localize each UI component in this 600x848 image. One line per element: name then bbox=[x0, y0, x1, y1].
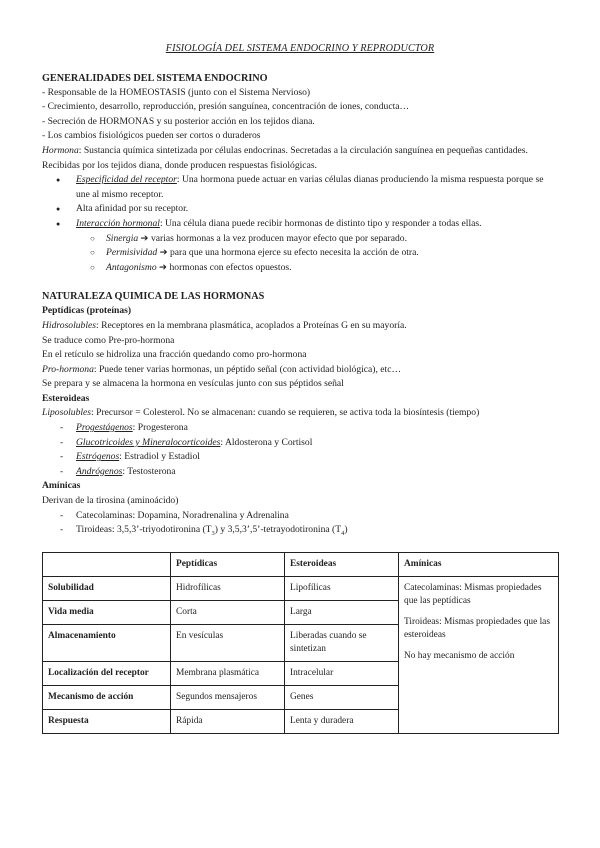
list-item bbox=[42, 523, 558, 538]
list-item bbox=[42, 421, 558, 436]
gen-line-1: - Responsable de la HOMEOSTASIS (junto con el Sistema Nervioso) bbox=[42, 86, 311, 98]
table-cell: Liberadas cuando se sintetizan bbox=[285, 624, 399, 661]
row-label: Mecanismo de acción bbox=[43, 685, 171, 709]
document-title: FISIOLOGÍA DEL SISTEMA ENDOCRINO Y REPRODUCTOR bbox=[165, 43, 435, 54]
list-item bbox=[42, 173, 558, 202]
list-item bbox=[42, 217, 558, 232]
liposolubles-text: : Precursor = Colesterol. No se almacenan: cuando se requieren, se activa toda la biosíntesis (tiempo) bbox=[91, 407, 480, 419]
sinergia-term: Sinergia bbox=[106, 232, 139, 244]
hormone-properties-list bbox=[42, 173, 558, 231]
afinidad-text: Alta afinidad por su receptor. bbox=[76, 203, 189, 215]
table-header bbox=[43, 552, 171, 576]
heading-naturaleza: NATURALEZA QUIMICA DE LAS HORMONAS bbox=[42, 291, 265, 303]
table-header: Esteroideas bbox=[285, 552, 399, 576]
interaction-types-list bbox=[42, 232, 558, 276]
hormona-def-text: : Sustancia química sintetizada por células endocrinas. Secretadas a la circulación sanguínea en pequeñas cantidades. Recibidas por los tejidos diana, donde producen respuestas fisiológicas. bbox=[42, 144, 528, 171]
aminicas-note: Tiroideas: Mismas propiedades que las esteroideas bbox=[404, 616, 550, 640]
heading-aminicas: Amínicas bbox=[42, 480, 81, 492]
aminicas-line-1: Derivan de la tirosina (aminoácido) bbox=[42, 495, 179, 507]
aminicas-list bbox=[42, 509, 558, 538]
subscript: 4 bbox=[341, 530, 345, 538]
table-cell: Larga bbox=[285, 600, 399, 624]
table-cell: Hidrofílicas bbox=[171, 576, 285, 600]
row-label: Vida media bbox=[43, 600, 171, 624]
item-term: Progestágenos bbox=[76, 422, 133, 434]
table-header-row bbox=[43, 552, 559, 576]
list-item bbox=[42, 465, 558, 480]
hidrosolubles-line bbox=[42, 319, 558, 334]
gen-line-3: - Secreción de HORMONAS y su posterior acción en los tejidos diana. bbox=[42, 115, 315, 127]
tiroideas-text-a: Tiroideas: 3,5,3’-triyodotironina (T bbox=[76, 524, 212, 536]
peptidicas-line-2: Se traduce como Pre-pro-hormona bbox=[42, 334, 175, 346]
table-cell: En vesículas bbox=[171, 624, 285, 661]
interaccion-text: : Una célula diana puede recibir hormonas de distinto tipo y responder a todas ellas. bbox=[159, 217, 482, 229]
heading-esteroideas: Esteroideas bbox=[42, 392, 90, 404]
peptidicas-line-5: Se prepara y se almacena la hormona en vesículas junto con sus péptidos señal bbox=[42, 378, 344, 390]
row-label: Solubilidad bbox=[43, 576, 171, 600]
aminicas-note: Catecolaminas: Mismas propiedades que las peptídicas bbox=[404, 582, 542, 606]
subscript: 3 bbox=[211, 530, 215, 538]
sinergia-text: ➔ varias hormonas a la vez producen mayor efecto que por separado. bbox=[138, 232, 407, 244]
aminicas-note: No hay mecanismo de acción bbox=[404, 650, 515, 661]
table-cell: Membrana plasmática bbox=[171, 661, 285, 685]
antagonismo-term: Antagonismo bbox=[106, 261, 157, 273]
esteroideas-list bbox=[42, 421, 558, 479]
item-term: Glucotricoides y Mineralocorticoides bbox=[76, 436, 221, 448]
hidrosolubles-term: Hidrosolubles bbox=[42, 319, 97, 331]
list-item: - Catecolaminas: Dopamina, Noradrenalina y Adrenalina bbox=[42, 509, 558, 524]
list-item bbox=[42, 261, 558, 276]
prohormona-line bbox=[42, 363, 558, 378]
item-text: : Progesterona bbox=[132, 422, 188, 434]
row-label: Respuesta bbox=[43, 709, 171, 733]
especificidad-text: : Una hormona puede actuar en varias células dianas produciendo la misma respuesta porque se une al mismo receptor. bbox=[76, 174, 544, 200]
table-cell: Segundos mensajeros bbox=[171, 685, 285, 709]
permisividad-term: Permisividad bbox=[106, 247, 158, 259]
table-cell: Genes bbox=[285, 685, 399, 709]
list-item bbox=[42, 450, 558, 465]
row-label: Almacenamiento bbox=[43, 624, 171, 661]
table-cell: Rápida bbox=[171, 709, 285, 733]
liposolubles-term: Liposolubles bbox=[42, 407, 92, 419]
antagonismo-text: ➔ hormonas con efectos opuestos. bbox=[156, 261, 292, 273]
item-text: : Aldosterona y Cortisol bbox=[220, 436, 313, 448]
item-term: Estrógenos bbox=[76, 451, 120, 463]
row-label: Localización del receptor bbox=[43, 661, 171, 685]
hidrosolubles-text: : Receptores en la membrana plasmática, acoplados a Proteínas G en su mayoría. bbox=[96, 319, 407, 331]
permisividad-text: ➔ para que una hormona ejerce su efecto necesita la acción de otra. bbox=[157, 247, 419, 259]
peptidicas-line-3: En el retículo se hidroliza una fracción quedando como pro-hormona bbox=[42, 349, 307, 361]
table-cell: Lenta y duradera bbox=[285, 709, 399, 733]
table-cell: Corta bbox=[171, 600, 285, 624]
tiroideas-text-b: ) y 3,5,3’,5’-tetrayodotironina (T bbox=[214, 524, 342, 536]
hormona-term: Hormona bbox=[42, 144, 79, 156]
prohormona-text: : Puede tener varias hormonas, un péptido señal (con actividad biológica), etc… bbox=[93, 363, 402, 375]
liposolubles-line bbox=[42, 406, 558, 421]
hormona-definition bbox=[42, 144, 558, 173]
list-item bbox=[42, 232, 558, 247]
interaccion-term: Interacción hormonal bbox=[76, 217, 160, 229]
gen-line-2: - Crecimiento, desarrollo, reproducción, presión sanguínea, concentración de iones, conducta… bbox=[42, 101, 410, 113]
item-text: : Estradiol y Estadiol bbox=[119, 451, 200, 463]
aminicas-cell bbox=[399, 576, 559, 733]
comparison-table bbox=[42, 552, 559, 734]
table-cell: Lipofílicas bbox=[285, 576, 399, 600]
table-header: Peptídicas bbox=[171, 552, 285, 576]
heading-peptidicas: Peptídicas (proteínas) bbox=[42, 305, 132, 317]
prohormona-term: Pro-hormona bbox=[42, 363, 94, 375]
item-text: : Testosterona bbox=[122, 465, 176, 477]
especificidad-term: Especificidad del receptor bbox=[76, 174, 177, 186]
table-header: Amínicas bbox=[399, 552, 559, 576]
heading-generalidades: GENERALIDADES DEL SISTEMA ENDOCRINO bbox=[42, 72, 268, 84]
table-row bbox=[43, 576, 559, 600]
list-item bbox=[42, 246, 558, 261]
table-cell: Intracelular bbox=[285, 661, 399, 685]
gen-line-4: - Los cambios fisiológicos pueden ser cortos o duraderos bbox=[42, 130, 261, 142]
list-item bbox=[42, 436, 558, 451]
list-item bbox=[42, 202, 558, 217]
tiroideas-text-c: ) bbox=[344, 524, 348, 536]
item-term: Andrógenos bbox=[76, 465, 123, 477]
